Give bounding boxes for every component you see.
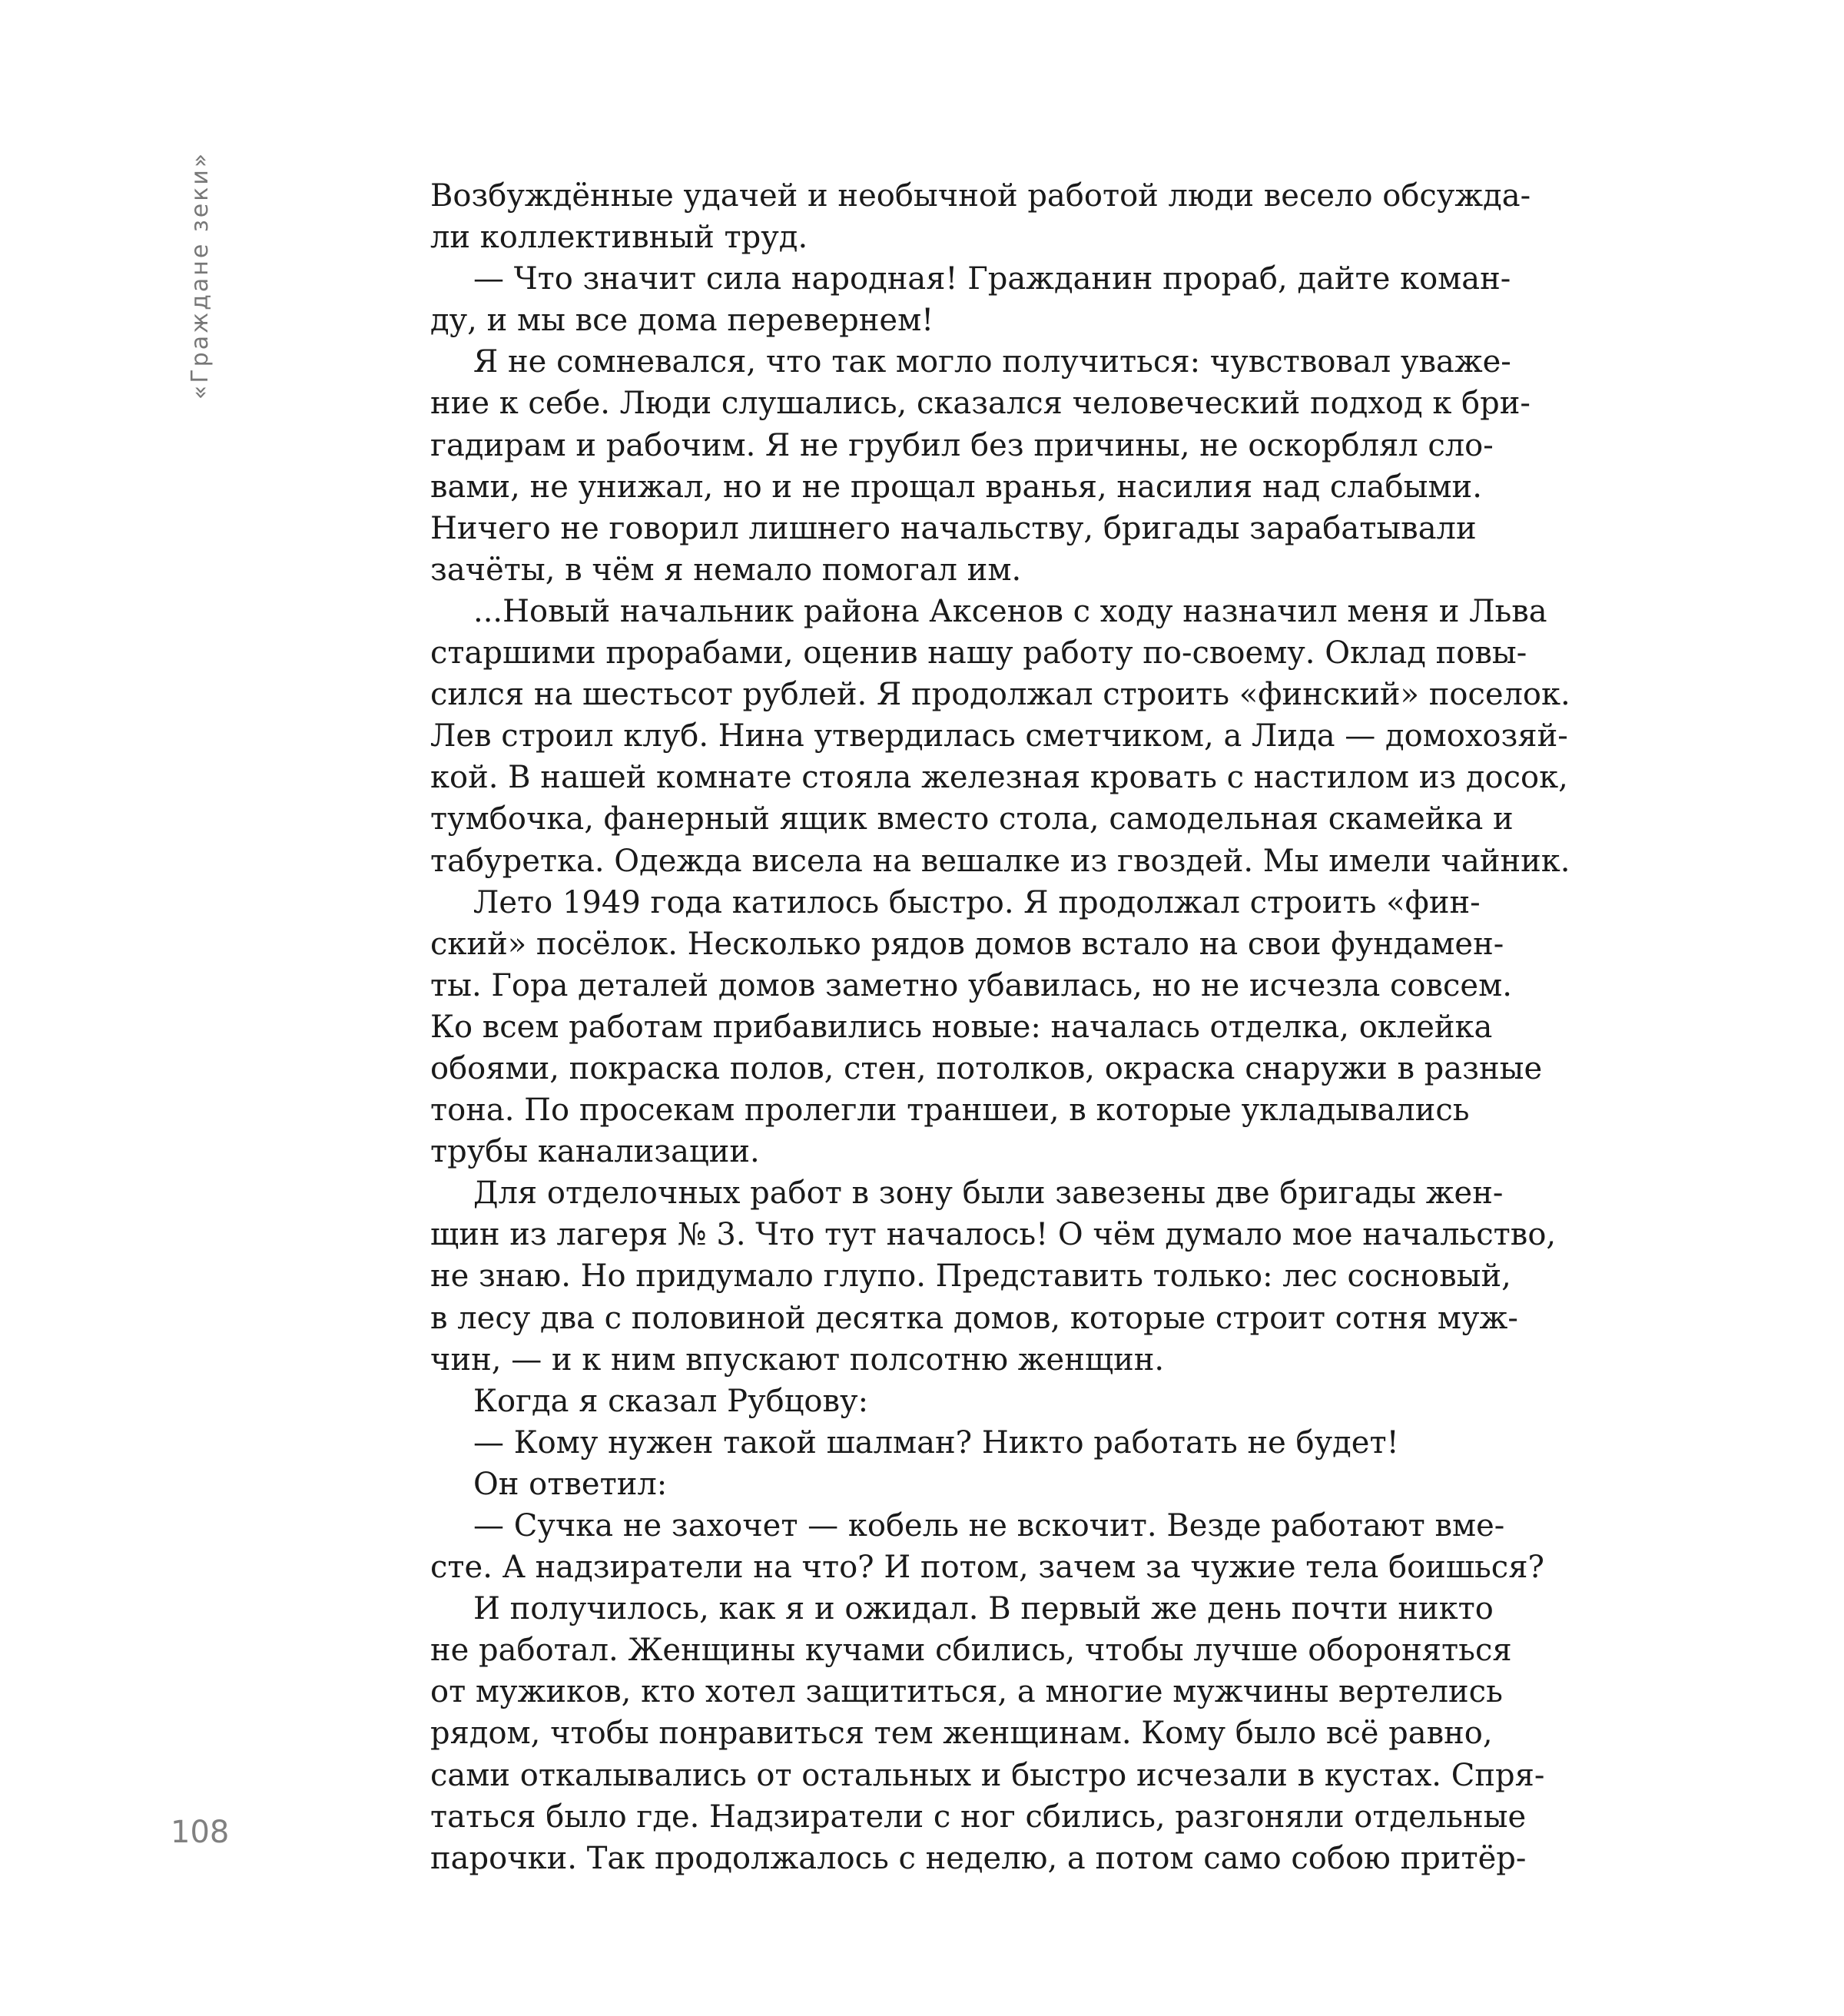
text-line: — Что значит сила народная! Гражданин прораб, дайте коман- (473, 261, 1511, 297)
page-number: 108 (171, 1815, 230, 1850)
text-line: гадирам и рабочим. Я не грубил без причины, не оскорблял сло- (430, 427, 1494, 463)
text-line: — Сучка не захочет — кобель не вскочит. Везде работают вме- (473, 1508, 1505, 1544)
text-line: чин, — и к ним впускают полсотню женщин. (430, 1341, 1165, 1378)
text-line: И получилось, как я и ожидал. В первый же день почти никто (473, 1591, 1494, 1627)
text-line: Для отделочных работ в зону были завезены две бригады жен- (473, 1175, 1504, 1212)
text-line: таться было где. Надзиратели с ног сбились, разгоняли отдельные (430, 1799, 1527, 1835)
text-line: Возбуждённые удачей и необычной работой люди весело обсужда- (430, 178, 1531, 214)
text-line: парочки. Так продолжалось с неделю, а потом само собою притёр- (430, 1840, 1527, 1876)
body-text (430, 175, 1570, 1879)
text-line: тона. По просекам пролегли траншеи, в которые укладывались (430, 1093, 1470, 1129)
text-line: Лев строил клуб. Нина утвердилась сметчиком, а Лида — домохозяй- (430, 718, 1568, 754)
text-line: Я не сомневался, что так могло получиться: чувствовал уваже- (473, 344, 1511, 380)
text-line: от мужиков, кто хотел защититься, а многие мужчины вертелись (430, 1674, 1503, 1710)
text-line: ...Новый начальник района Аксенов с ходу назначил меня и Льва (473, 593, 1547, 629)
text-line: табуретка. Одежда висела на вешалке из гвоздей. Мы имели чайник. (430, 843, 1570, 879)
text-line: зачёты, в чём я немало помогал им. (430, 552, 1022, 588)
text-line: рядом, чтобы понравиться тем женщинам. Кому было всё равно, (430, 1716, 1493, 1752)
text-line: вами, не унижал, но и не прощал вранья, насилия над слабыми. (430, 469, 1482, 505)
text-line: Ко всем работам прибавились новые: началась отделка, оклейка (430, 1009, 1493, 1045)
text-line: щин из лагеря № 3. Что тут началось! О чём думало мое начальство, (430, 1217, 1557, 1253)
text-line: сился на шестьсот рублей. Я продолжал строить «финский» поселок. (430, 677, 1570, 713)
text-line: не знаю. Но придумало глупо. Представить только: лес сосновый, (430, 1258, 1511, 1295)
text-line: — Кому нужен такой шалман? Никто работать не будет! (473, 1424, 1399, 1461)
text-line: старшими прорабами, оценив нашу работу по-своему. Оклад повы- (430, 635, 1527, 671)
text-line: обоями, покраска полов, стен, потолков, окраска снаружи в разные (430, 1050, 1543, 1086)
text-line: ли коллективный труд. (430, 220, 808, 256)
text-line: не работал. Женщины кучами сбились, чтобы лучше обороняться (430, 1633, 1512, 1669)
text-line: в лесу два с половиной десятка домов, которые строит сотня муж- (430, 1300, 1518, 1336)
text-line: ду, и мы все дома перевернем! (430, 303, 934, 339)
text-line: трубы канализации. (430, 1134, 760, 1170)
text-line: сами откалывались от остальных и быстро исчезали в кустах. Спря- (430, 1757, 1545, 1793)
text-line: кой. В нашей комнате стояла железная кровать с настилом из досок, (430, 760, 1568, 796)
text-line: ты. Гора деталей домов заметно убавилась, но не исчезла совсем. (430, 967, 1512, 1003)
text-line: сте. А надзиратели на что? И потом, зачем за чужие тела боишься? (430, 1550, 1544, 1586)
text-line: Лето 1949 года катилось быстро. Я продолжал строить «фин- (473, 884, 1481, 920)
text-line: тумбочка, фанерный ящик вместо стола, самодельная скамейка и (430, 801, 1514, 837)
text-line: Ничего не говорил лишнего начальству, бригады зарабатывали (430, 510, 1477, 546)
running-head: «Граждане зеки» (187, 151, 214, 400)
text-line: ский» посёлок. Несколько рядов домов встало на свои фундамен- (430, 926, 1504, 962)
text-line: ние к себе. Люди слушались, сказался человеческий подход к бри- (430, 386, 1531, 422)
text-line: Он ответил: (473, 1466, 668, 1502)
text-line: Когда я сказал Рубцову: (473, 1383, 869, 1419)
